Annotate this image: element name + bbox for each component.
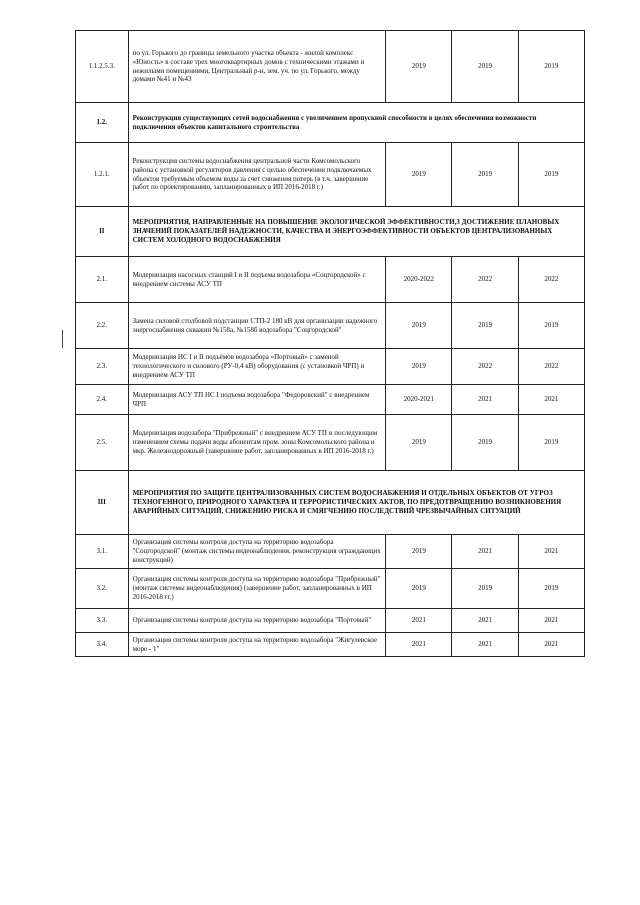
item-number: 1.1.2.5.3. (76, 31, 129, 103)
table-row (76, 609, 585, 633)
year-column-2: 2019 (452, 143, 518, 207)
section-number: II (76, 207, 129, 257)
year-column-3: 2022 (518, 257, 584, 303)
year-column-3: 2019 (518, 569, 584, 609)
item-description: Замена силовой столбовой подстанции СТП-2 180 кВ для организации надежного энергоснабжения скважин №158а, №158б водозабора "Соцгородской" (128, 303, 386, 349)
table-row (76, 143, 585, 207)
year-column-2: 2019 (452, 303, 518, 349)
year-column-3: 2021 (518, 535, 584, 569)
item-description: Реконструкция системы водоснабжения центральной части Комсомольского района с установкой регуляторов давления с целью обеспечения подключаемых объектов требуемым объемом воды за счет снижения потерь (в т.ч. завершение работ по проектированию, запланированных в ИП 2016-2018 г.) (128, 143, 386, 207)
item-description: Организация системы контроля доступа на территорию водозабора "Жигулевское море - 1" (128, 633, 386, 657)
year-column-2: 2021 (452, 633, 518, 657)
table-row (76, 633, 585, 657)
table-row (76, 569, 585, 609)
item-description: Модернизация водозабора "Прибрежный" с внедрением АСУ ТП и последующим изменением схемы подачи воды абонентам пром. зоны Комсомольского района и мкр. Железнодорожный (завершение работ, запланированных в ИП 2016-2018 г.) (128, 415, 386, 471)
year-column-1: 2019 (386, 535, 452, 569)
table-row (76, 349, 585, 385)
table-row (76, 535, 585, 569)
item-number: 2.3. (76, 349, 129, 385)
measures-table-body (76, 31, 585, 657)
item-number: 2.5. (76, 415, 129, 471)
year-column-1: 2019 (386, 569, 452, 609)
year-column-1: 2019 (386, 31, 452, 103)
year-column-2: 2019 (452, 569, 518, 609)
table-row (76, 303, 585, 349)
year-column-3: 2019 (518, 415, 584, 471)
year-column-3: 2019 (518, 31, 584, 103)
year-column-2: 2022 (452, 257, 518, 303)
item-number: 2.4. (76, 385, 129, 415)
item-description: Модернизация насосных станций I и II подъема водозабора «Соцгородской» с внедрением системы АСУ ТП (128, 257, 386, 303)
table-row (76, 31, 585, 103)
year-column-1: 2021 (386, 633, 452, 657)
year-column-1: 2021 (386, 609, 452, 633)
year-column-2: 2022 (452, 349, 518, 385)
section-row (76, 103, 585, 143)
item-number: 1.2.1. (76, 143, 129, 207)
item-number: 3.2. (76, 569, 129, 609)
year-column-3: 2022 (518, 349, 584, 385)
item-number: 2.2. (76, 303, 129, 349)
year-column-1: 2019 (386, 415, 452, 471)
year-column-2: 2019 (452, 31, 518, 103)
table-row (76, 385, 585, 415)
year-column-1: 2019 (386, 143, 452, 207)
item-number: 3.4. (76, 633, 129, 657)
item-number: 3.1. (76, 535, 129, 569)
margin-mark (62, 330, 63, 348)
year-column-2: 2021 (452, 385, 518, 415)
section-number: 1.2. (76, 103, 129, 143)
item-number: 3.3. (76, 609, 129, 633)
item-description: Организация системы контроля доступа на территорию водозабора "Прибрежный" (монтаж системы видеонаблюдения) (завершение работ, запланированных в ИП 2016-2018 гг.) (128, 569, 386, 609)
year-column-1: 2019 (386, 303, 452, 349)
year-column-3: 2021 (518, 609, 584, 633)
item-description: Организация системы контроля доступа на территорию водозабора "Портовый" (128, 609, 386, 633)
measures-table (75, 30, 585, 657)
year-column-3: 2019 (518, 303, 584, 349)
item-description: Модернизация АСУ ТП НС I подъема водозабора "Федоровский" с внедрением ЧРП (128, 385, 386, 415)
section-title: МЕРОПРИЯТИЯ ПО ЗАЩИТЕ ЦЕНТРАЛИЗОВАННЫХ СИСТЕМ ВОДОСНАБЖЕНИЯ И ОТДЕЛЬНЫХ ОБЪЕКТОВ ОТ УГРОЗ ТЕХНОГЕННОГО, ПРИРОДНОГО ХАРАКТЕРА И ТЕРРОРИСТИЧЕСКИХ АКТОВ, ПО ПРЕДОТВРАЩЕНИЮ ВОЗНИКНОВЕНИЯ АВАРИЙНЫХ СИТУАЦИЙ, СНИЖЕНИЮ РИСКА И СМЯГЧЕНИЮ ПОСЛЕДСТВИЙ ЧРЕЗВЫЧАЙНЫХ СИТУАЦИЙ (128, 471, 584, 535)
section-row (76, 471, 585, 535)
section-title: Реконструкция существующих сетей водоснабжения с увеличением пропускной способности в целях обеспечения возможности подключения объектов капитального строительства (128, 103, 584, 143)
year-column-1: 2020-2022 (386, 257, 452, 303)
year-column-2: 2021 (452, 535, 518, 569)
year-column-2: 2021 (452, 609, 518, 633)
table-row (76, 415, 585, 471)
item-description: Организация системы контроля доступа на территорию водозабора "Соцгородской" (монтаж системы видеонаблюдения, реконструкция ограждающих конструкций) (128, 535, 386, 569)
year-column-3: 2019 (518, 143, 584, 207)
year-column-2: 2019 (452, 415, 518, 471)
section-number: III (76, 471, 129, 535)
item-description: Модернизация НС I и II подъёмов водозабора «Портовый» с заменой технологического и силового (РУ-0,4 кВ) оборудования (с установкой ЧРП) и внедрением АСУ ТП (128, 349, 386, 385)
year-column-3: 2021 (518, 385, 584, 415)
year-column-1: 2020-2021 (386, 385, 452, 415)
year-column-3: 2021 (518, 633, 584, 657)
section-title: МЕРОПРИЯТИЯ, НАПРАВЛЕННЫЕ НА ПОВЫШЕНИЕ ЭКОЛОГИЧЕСКОЙ ЭФФЕКТИВНОСТИ,3 ДОСТИЖЕНИЕ ПЛАНОВЫХ ЗНАЧЕНИЙ ПОКАЗАТЕЛЕЙ НАДЕЖНОСТИ, КАЧЕСТВА И ЭНЕРГОЭФФЕКТИВНОСТИ ОБЪЕКТОВ ЦЕНТРАЛИЗОВАННЫХ СИСТЕМ ХОЛОДНОГО ВОДОСНАБЖЕНИЯ (128, 207, 584, 257)
year-column-1: 2019 (386, 349, 452, 385)
table-row (76, 257, 585, 303)
item-description: по ул. Горького до границы земельного участка объекта - жилой комплекс «Юность» в составе трех многоквартирных домов с техническими этажами и нежилыми помещениями, Центральный р-н, зем. уч. по ул. Горького, между домами №41 и №43 (128, 31, 386, 103)
item-number: 2.1. (76, 257, 129, 303)
section-row (76, 207, 585, 257)
